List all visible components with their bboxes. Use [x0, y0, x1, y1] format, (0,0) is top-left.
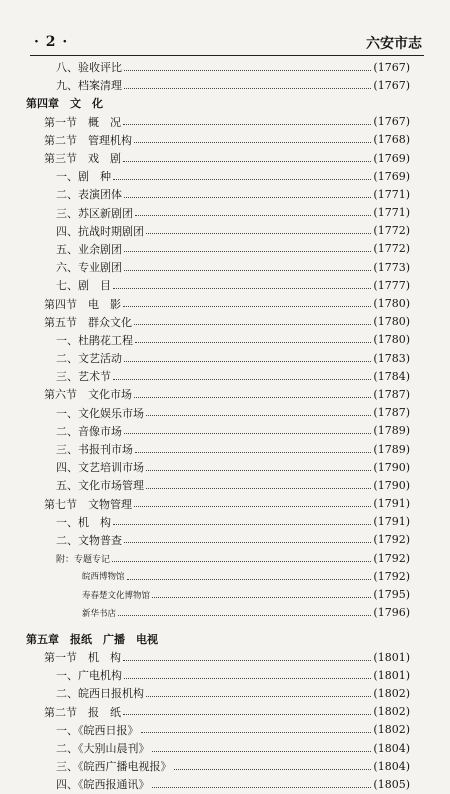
toc-entry: [26, 185, 410, 203]
toc-entry-title: 新华书店: [82, 608, 117, 619]
toc-entry: [26, 76, 410, 94]
dot-leader: [124, 270, 371, 271]
dot-leader: [124, 542, 371, 543]
toc-entry-title: 第四章 文 化: [26, 97, 103, 111]
toc-section: [26, 648, 410, 666]
toc-entry-title: 五、业余剧团: [56, 242, 122, 256]
toc-entry: [26, 240, 410, 258]
toc-entry-title: 三、艺术节: [56, 370, 111, 384]
toc-chapter: [26, 94, 410, 112]
dot-leader: [152, 751, 372, 752]
toc-entry-title: 第二节 报 纸: [44, 705, 121, 719]
toc-section: [26, 113, 410, 131]
toc-entry-title: 四、抗战时期剧团: [56, 224, 144, 238]
toc-entry-page: (1791): [373, 515, 410, 529]
toc-section: [26, 294, 410, 312]
dot-leader: [124, 88, 371, 89]
toc-entry-title: 六、专业剧团: [56, 261, 122, 275]
toc-entry: [26, 276, 410, 294]
toc-entry-title: 二、文物普查: [56, 533, 122, 547]
toc-entry-page: (1804): [373, 741, 410, 755]
dot-leader: [152, 597, 371, 598]
toc-entry-page: (1783): [373, 351, 410, 365]
dot-leader: [123, 306, 371, 307]
toc-entry: [26, 721, 410, 739]
toc-entry-page: (1802): [373, 723, 410, 737]
table-of-contents: [26, 58, 410, 794]
dot-leader: [118, 615, 371, 616]
toc-section: [26, 385, 410, 403]
toc-entry-page: (1780): [373, 297, 410, 311]
dot-leader: [124, 197, 371, 198]
toc-entry-page: (1791): [373, 497, 410, 511]
toc-entry: [26, 422, 410, 440]
toc-entry-page: (1789): [373, 424, 410, 438]
toc-entry-page: (1792): [373, 551, 410, 565]
dot-leader: [124, 361, 371, 362]
toc-entry-page: (1804): [373, 759, 410, 773]
toc-entry-page: (1771): [373, 206, 410, 220]
dot-leader: [123, 161, 371, 162]
toc-entry: [26, 331, 410, 349]
toc-entry-page: (1787): [373, 406, 410, 420]
toc-entry-title: 第一节 概 况: [44, 115, 121, 129]
toc-entry-title: 三、苏区新剧团: [56, 206, 133, 220]
toc-entry-title: 八、验收评比: [56, 61, 122, 75]
toc-entry-page: (1767): [373, 60, 410, 74]
toc-entry-page: (1772): [373, 224, 410, 238]
toc-entry-title: 一、杜鹃花工程: [56, 333, 133, 347]
toc-entry-title: 第五节 群众文化: [44, 315, 132, 329]
dot-leader: [113, 179, 371, 180]
toc-entry-title: 二、表演团体: [56, 188, 122, 202]
toc-entry-title: 四、文艺培训市场: [56, 461, 144, 475]
dot-leader: [124, 70, 371, 71]
toc-chapter: [26, 630, 410, 648]
toc-entry-title: 皖西博物馆: [82, 572, 125, 583]
dot-leader: [135, 342, 371, 343]
toc-entry: [26, 604, 410, 622]
dot-leader: [146, 233, 371, 234]
toc-entry: [26, 167, 410, 185]
toc-entry-title: 三、《皖西广播电视报》: [56, 760, 172, 774]
toc-entry-page: (1777): [373, 278, 410, 292]
dot-leader: [134, 397, 371, 398]
dot-leader: [174, 769, 372, 770]
dot-leader: [135, 215, 371, 216]
toc-entry-page: (1771): [373, 187, 410, 201]
toc-entry: [26, 549, 410, 567]
toc-entry-page: (1790): [373, 478, 410, 492]
header-rule: [30, 55, 424, 56]
toc-entry-title: 第六节 文化市场: [44, 388, 132, 402]
dot-leader: [123, 124, 371, 125]
dot-leader: [146, 696, 371, 697]
toc-entry-page: (1805): [373, 777, 410, 791]
dot-leader: [112, 561, 371, 562]
toc-entry: [26, 567, 410, 585]
toc-entry-title: 四、《皖西报通讯》: [56, 778, 150, 792]
toc-entry: [26, 367, 410, 385]
toc-entry: [26, 757, 410, 775]
toc-entry-title: 一、剧 种: [56, 170, 111, 184]
dot-leader: [152, 787, 372, 788]
dot-leader: [123, 660, 371, 661]
dot-leader: [113, 288, 371, 289]
dot-leader: [134, 142, 371, 143]
toc-entry-page: (1790): [373, 460, 410, 474]
toc-entry: [26, 440, 410, 458]
toc-entry: [26, 513, 410, 531]
dot-leader: [124, 251, 371, 252]
toc-entry-page: (1784): [373, 369, 410, 383]
toc-entry-title: 二、音像市场: [56, 424, 122, 438]
toc-section: [26, 313, 410, 331]
toc-entry-page: (1769): [373, 151, 410, 165]
toc-entry-title: 第二节 管理机构: [44, 133, 132, 147]
toc-entry-title: 一、机 构: [56, 515, 111, 529]
toc-entry-page: (1801): [373, 668, 410, 682]
toc-entry-title: 五、文化市场管理: [56, 479, 144, 493]
dot-leader: [124, 678, 371, 679]
toc-entry-title: 第五章 报纸 广播 电视: [26, 632, 158, 646]
toc-entry-title: 第三节 戏 剧: [44, 152, 121, 166]
toc-entry-title: 附：专题专记: [56, 554, 111, 565]
toc-entry-title: 一、广电机构: [56, 669, 122, 683]
toc-entry: [26, 258, 410, 276]
toc-entry-title: 第七节 文物管理: [44, 497, 132, 511]
toc-entry: [26, 775, 410, 793]
toc-entry-page: (1792): [373, 533, 410, 547]
toc-entry-page: (1767): [373, 115, 410, 129]
dot-leader: [134, 324, 371, 325]
toc-entry: [26, 404, 410, 422]
toc-entry: [26, 476, 410, 494]
toc-entry-page: (1789): [373, 442, 410, 456]
toc-entry-title: 第一节 机 构: [44, 651, 121, 665]
toc-entry: [26, 222, 410, 240]
page-number: · 2 ·: [34, 34, 69, 50]
toc-entry-title: 九、档案清理: [56, 79, 122, 93]
toc-entry-page: (1792): [373, 569, 410, 583]
toc-entry: [26, 585, 410, 603]
dot-leader: [124, 433, 371, 434]
toc-entry: [26, 531, 410, 549]
toc-entry-page: (1795): [373, 588, 410, 602]
dot-leader: [141, 732, 372, 733]
toc-section: [26, 495, 410, 513]
toc-entry: [26, 204, 410, 222]
toc-entry: [26, 684, 410, 702]
dot-leader: [134, 506, 371, 507]
toc-entry-title: 一、文化娱乐市场: [56, 406, 144, 420]
toc-entry-title: 二、《大别山晨刊》: [56, 742, 150, 756]
toc-entry-page: (1796): [373, 606, 410, 620]
toc-entry-page: (1802): [373, 705, 410, 719]
dot-leader: [123, 714, 371, 715]
toc-entry-page: (1772): [373, 242, 410, 256]
toc-entry-title: 第四节 电 影: [44, 297, 121, 311]
toc-entry-title: 寿春楚文化博物馆: [82, 590, 151, 601]
toc-entry-page: (1773): [373, 260, 410, 274]
toc-entry-page: (1769): [373, 169, 410, 183]
toc-entry: [26, 58, 410, 76]
toc-section: [26, 131, 410, 149]
dot-leader: [135, 452, 371, 453]
toc-entry-title: 二、文艺活动: [56, 352, 122, 366]
toc-entry: [26, 666, 410, 684]
book-title: 六安市志: [366, 36, 422, 52]
toc-entry-title: 三、书报刊市场: [56, 443, 133, 457]
toc-entry: [26, 458, 410, 476]
toc-entry-page: (1780): [373, 315, 410, 329]
dot-leader: [146, 488, 371, 489]
toc-entry-title: 一、《皖西日报》: [56, 723, 139, 737]
dot-leader: [146, 470, 371, 471]
toc-entry-page: (1787): [373, 387, 410, 401]
toc-entry-page: (1802): [373, 686, 410, 700]
toc-entry-page: (1780): [373, 333, 410, 347]
dot-leader: [146, 415, 371, 416]
dot-leader: [113, 379, 371, 380]
toc-entry: [26, 739, 410, 757]
toc-section: [26, 149, 410, 167]
toc-section: [26, 703, 410, 721]
toc-entry-title: 七、剧 目: [56, 279, 111, 293]
toc-entry-page: (1767): [373, 78, 410, 92]
toc-entry: [26, 349, 410, 367]
toc-entry-title: 二、皖西日报机构: [56, 687, 144, 701]
toc-entry-page: (1768): [373, 133, 410, 147]
dot-leader: [113, 524, 371, 525]
dot-leader: [127, 579, 372, 580]
toc-entry-page: (1801): [373, 650, 410, 664]
